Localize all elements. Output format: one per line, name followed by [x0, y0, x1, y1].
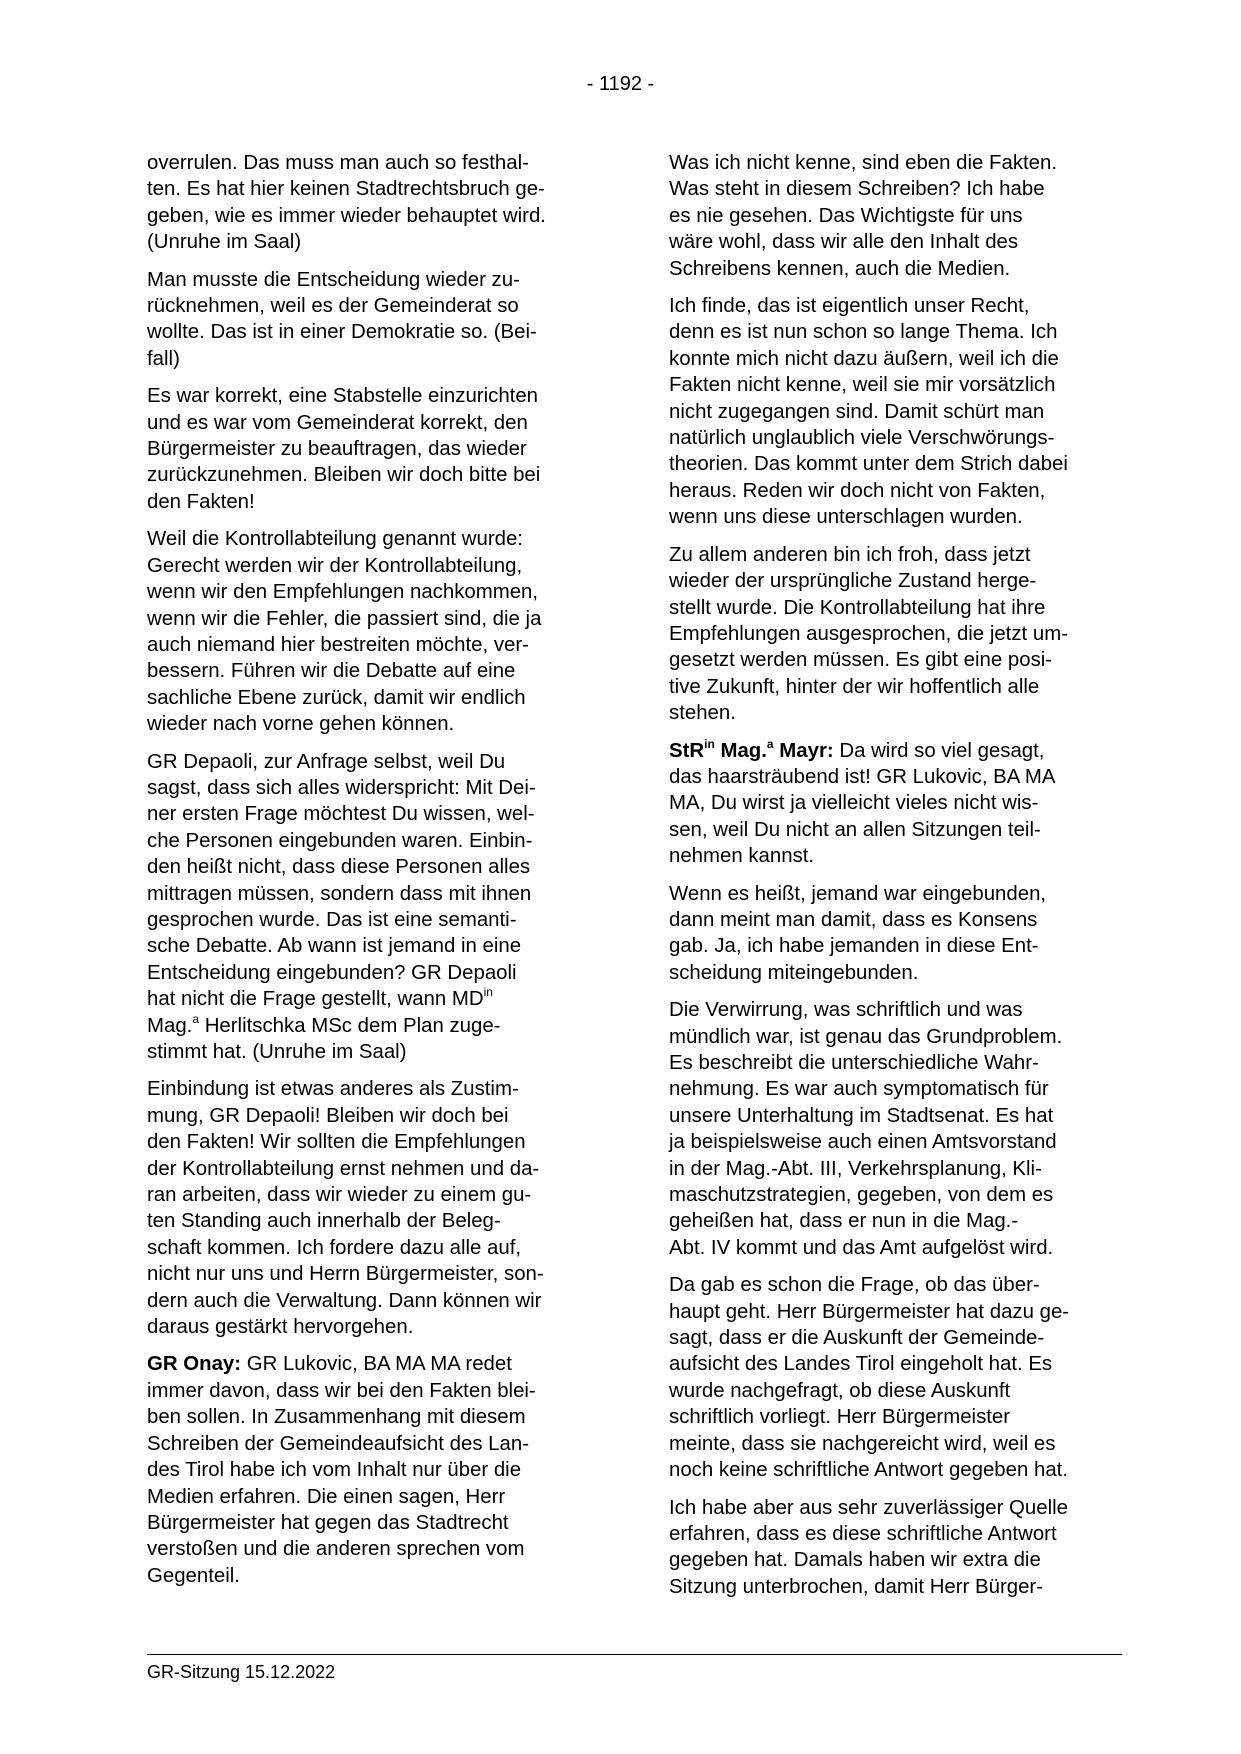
- text-line: [669, 738, 1121, 764]
- text-line: sachliche Ebene zurück, damit wir endlich: [147, 686, 526, 709]
- text-line: [147, 1013, 599, 1039]
- text-line: aufsicht des Landes Tirol eingeholt hat. Es: [669, 1353, 1053, 1376]
- text-segment: Da wird so viel gesagt,: [833, 739, 1045, 762]
- text-line: Schreiben der Gemeindeaufsicht des Lan-: [147, 1432, 529, 1455]
- text-line: stellt wurde. Die Kontrollabteilung hat ihre: [669, 596, 1046, 619]
- text-line: meinte, dass sie nachgereicht wird, weil es: [669, 1432, 1056, 1455]
- text-line: Es war korrekt, eine Stabstelle einzurichten: [147, 385, 539, 408]
- left-column: [147, 150, 599, 1600]
- paragraph: [147, 383, 599, 515]
- text-line: Gegenteil.: [147, 1564, 240, 1587]
- text-line: [147, 1351, 599, 1377]
- text-line: natürlich unglaublich viele Verschwörungs-: [669, 427, 1055, 450]
- text-line: heraus. Reden wir doch nicht von Fakten,: [669, 479, 1046, 502]
- text-line: gegeben hat. Damals haben wir extra die: [669, 1549, 1041, 1572]
- footer-divider: [147, 1654, 1122, 1655]
- text-line: Einbindung ist etwas anderes als Zustim-: [147, 1078, 519, 1101]
- text-line: Was ich nicht kenne, sind eben die Fakten.: [669, 152, 1058, 174]
- text-line: Da gab es schon die Frage, ob das über-: [669, 1274, 1040, 1297]
- text-segment: Mag.: [147, 1014, 193, 1037]
- text-line: zurückzunehmen. Bleiben wir doch bitte bei: [147, 464, 541, 487]
- text-line: wieder nach vorne gehen können.: [147, 713, 455, 736]
- text-line: tive Zukunft, hinter der wir hoffentlich alle: [669, 675, 1040, 698]
- text-line: in der Mag.-Abt. III, Verkehrsplanung, Kli-: [669, 1157, 1042, 1180]
- text-line: wenn uns diese unterschlagen wurden.: [669, 506, 1023, 529]
- text-line: rücknehmen, weil es der Gemeinderat so: [147, 295, 519, 318]
- text-segment: Herlitschka MSc dem Plan zuge-: [199, 1014, 501, 1037]
- paragraph: [669, 542, 1121, 727]
- text-line: konnte mich nicht dazu äußern, weil ich die: [669, 347, 1059, 370]
- text-line: bessern. Führen wir die Debatte auf eine: [147, 660, 516, 683]
- text-line: ja beispielsweise auch einen Amtsvorstand: [669, 1131, 1057, 1154]
- text-line: Zu allem anderen bin ich froh, dass jetzt: [669, 543, 1031, 566]
- text-line: Entscheidung eingebunden? GR Depaoli: [147, 961, 517, 984]
- text-line: gesetzt werden müssen. Es gibt eine posi-: [669, 649, 1053, 672]
- text-segment: GR Lukovic, BA MA MA redet: [241, 1353, 512, 1376]
- text-line: ben sollen. In Zusammenhang mit diesem: [147, 1406, 526, 1429]
- text-line: Ich habe aber aus sehr zuverlässiger Quelle: [669, 1496, 1068, 1519]
- text-line: mündlich war, ist genau das Grundproblem.: [669, 1025, 1063, 1048]
- text-line: schaft kommen. Ich fordere dazu alle auf,: [147, 1236, 522, 1259]
- text-line: stimmt hat. (Unruhe im Saal): [147, 1041, 407, 1063]
- text-line: mung, GR Depaoli! Bleiben wir doch bei: [147, 1104, 509, 1127]
- text-line: overrulen. Das muss man auch so festhal-: [147, 152, 529, 174]
- text-line: immer davon, dass wir bei den Fakten blei-: [147, 1379, 536, 1402]
- text-line: Wenn es heißt, jemand war eingebunden,: [669, 882, 1047, 905]
- text-line: sche Debatte. Ab wann ist jemand in eine: [147, 935, 522, 958]
- text-line: stehen.: [669, 702, 736, 725]
- text-line: Die Verwirrung, was schriftlich und was: [669, 999, 1023, 1022]
- text-line: wenn wir die Fehler, die passiert sind, die ja: [147, 607, 542, 630]
- paragraph: [147, 150, 599, 256]
- text-line: Bürgermeister hat gegen das Stadtrecht: [147, 1511, 509, 1534]
- text-line: Man musste die Entscheidung wieder zu-: [147, 268, 520, 291]
- text-line: (Unruhe im Saal): [147, 231, 302, 254]
- footer-text: GR-Sitzung 15.12.2022: [147, 1662, 336, 1682]
- text-line: Sitzung unterbrochen, damit Herr Bürger-: [669, 1575, 1044, 1598]
- page-number: - 1192 -: [586, 73, 655, 95]
- text-line: sen, weil Du nicht an allen Sitzungen teil-: [669, 818, 1041, 841]
- text-line: gab. Ja, ich habe jemanden in diese Ent-: [669, 935, 1039, 958]
- text-line: der Kontrollabteilung ernst nehmen und da-: [147, 1157, 540, 1180]
- text-line: fall): [147, 347, 180, 370]
- text-line: haupt geht. Herr Bürgermeister hat dazu ge-: [669, 1300, 1070, 1323]
- paragraph: [669, 293, 1121, 531]
- text-line: Medien erfahren. Die einen sagen, Herr: [147, 1485, 506, 1508]
- text-line: theorien. Das kommt unter dem Strich dabei: [669, 453, 1068, 476]
- text-line: geben, wie es immer wieder behauptet wird.: [147, 204, 546, 227]
- text-line: nicht nur uns und Herrn Bürgermeister, son-: [147, 1263, 544, 1286]
- text-segment: hat nicht die Frage gestellt, wann MD: [147, 988, 484, 1011]
- text-line: scheidung miteingebunden.: [669, 961, 919, 984]
- text-line: Abt. IV kommt und das Amt aufgelöst wird.: [669, 1236, 1054, 1259]
- text-line: nehmen kannst.: [669, 845, 815, 868]
- text-line: gesprochen wurde. Das ist eine semanti-: [147, 908, 517, 931]
- paragraph: [147, 526, 599, 737]
- text-line: dern auch die Verwaltung. Dann können wir: [147, 1289, 542, 1312]
- text-line: GR Depaoli, zur Anfrage selbst, weil Du: [147, 750, 506, 773]
- text-line: verstoßen und die anderen sprechen vom: [147, 1538, 525, 1561]
- text-line: Weil die Kontrollabteilung genannt wurde:: [147, 528, 523, 551]
- text-line: wenn wir den Empfehlungen nachkommen,: [147, 581, 539, 604]
- text-line: wurde nachgefragt, ob diese Auskunft: [669, 1379, 1011, 1402]
- text-line: ten. Es hat hier keinen Stadtrechtsbruch ge-: [147, 178, 545, 201]
- text-line: geheißen hat, dass er nun in die Mag.-: [669, 1210, 1019, 1233]
- paragraph: [669, 881, 1121, 987]
- text-line: MA, Du wirst ja vielleicht vieles nicht wis-: [669, 792, 1039, 815]
- text-line: ran arbeiten, dass wir wieder zu einem gu-: [147, 1184, 532, 1207]
- text-line: ten Standing auch innerhalb der Beleg-: [147, 1210, 501, 1233]
- paragraph: [147, 1351, 599, 1589]
- text-line: Fakten nicht kenne, weil sie mir vorsätzlich: [669, 374, 1056, 397]
- text-line: Es beschreibt die unterschiedliche Wahr-: [669, 1052, 1039, 1074]
- text-line: des Tirol habe ich vom Inhalt nur über die: [147, 1459, 522, 1482]
- text-line: nehmung. Es war auch symptomatisch für: [669, 1078, 1049, 1101]
- text-line: den heißt nicht, dass diese Personen alles: [147, 856, 531, 879]
- text-line: ner ersten Frage möchtest Du wissen, wel-: [147, 803, 535, 826]
- text-line: [147, 986, 599, 1012]
- text-line: wieder der ursprüngliche Zustand herge-: [669, 570, 1037, 593]
- text-segment: StR: [669, 739, 705, 762]
- text-line: Ich finde, das ist eigentlich unser Recht,: [669, 295, 1030, 318]
- text-line: daraus gestärkt hervorgehen.: [147, 1316, 414, 1339]
- paragraph: [669, 1272, 1121, 1483]
- text-segment: Mag.: [714, 739, 767, 762]
- paragraph: [669, 150, 1121, 282]
- text-line: sagt, dass er die Auskunft der Gemeinde-: [669, 1327, 1045, 1350]
- text-line: che Personen eingebunden waren. Einbin-: [147, 829, 533, 852]
- text-line: maschutzstrategien, gegeben, von dem es: [669, 1184, 1054, 1207]
- paragraph: [147, 267, 599, 373]
- superscript: in: [483, 985, 493, 1000]
- text-line: sagst, dass sich alles widerspricht: Mit Dei-: [147, 776, 536, 799]
- text-line: denn es ist nun schon so lange Thema. Ich: [669, 321, 1058, 344]
- text-line: mittragen müssen, sondern dass mit ihnen: [147, 882, 532, 905]
- superscript: a: [766, 736, 774, 751]
- superscript: a: [192, 1011, 200, 1026]
- text-line: Was steht in diesem Schreiben? Ich habe: [669, 178, 1045, 201]
- speaker-name: GR Onay:: [147, 1353, 242, 1376]
- superscript: in: [704, 736, 715, 751]
- text-line: Bürgermeister zu beauftragen, das wieder: [147, 438, 527, 461]
- text-line: das haarsträubend ist! GR Lukovic, BA MA: [669, 765, 1056, 788]
- right-column: [669, 150, 1121, 1611]
- text-line: noch keine schriftliche Antwort gegeben hat.: [669, 1459, 1069, 1482]
- text-line: den Fakten! Wir sollten die Empfehlungen: [147, 1131, 526, 1154]
- text-line: schriftlich vorliegt. Herr Bürgermeister: [669, 1406, 1011, 1429]
- text-line: es nie gesehen. Das Wichtigste für uns: [669, 204, 1023, 227]
- text-segment: Mayr:: [773, 739, 834, 762]
- text-line: auch niemand hier bestreiten möchte, ver-: [147, 633, 529, 656]
- paragraph: [147, 1076, 599, 1340]
- text-line: Schreibens kennen, auch die Medien.: [669, 257, 1011, 280]
- paragraph: [147, 749, 599, 1066]
- text-line: und es war vom Gemeinderat korrekt, den: [147, 411, 528, 434]
- text-line: wäre wohl, dass wir alle den Inhalt des: [669, 231, 1019, 254]
- text-line: Gerecht werden wir der Kontrollabteilung,: [147, 554, 523, 577]
- text-line: dann meint man damit, dass es Konsens: [669, 908, 1038, 931]
- text-line: nicht zugegangen sind. Damit schürt man: [669, 400, 1045, 423]
- text-line: unsere Unterhaltung im Stadtsenat. Es hat: [669, 1104, 1054, 1127]
- text-line: erfahren, dass es diese schriftliche Antwort: [669, 1522, 1057, 1545]
- text-line: Empfehlungen ausgesprochen, die jetzt um-: [669, 622, 1068, 645]
- paragraph: [669, 1495, 1121, 1601]
- paragraph: [669, 738, 1121, 870]
- text-line: den Fakten!: [147, 490, 255, 513]
- paragraph: [669, 997, 1121, 1261]
- speaker-name: [669, 736, 834, 762]
- text-line: wollte. Das ist in einer Demokratie so. (Bei-: [147, 321, 537, 344]
